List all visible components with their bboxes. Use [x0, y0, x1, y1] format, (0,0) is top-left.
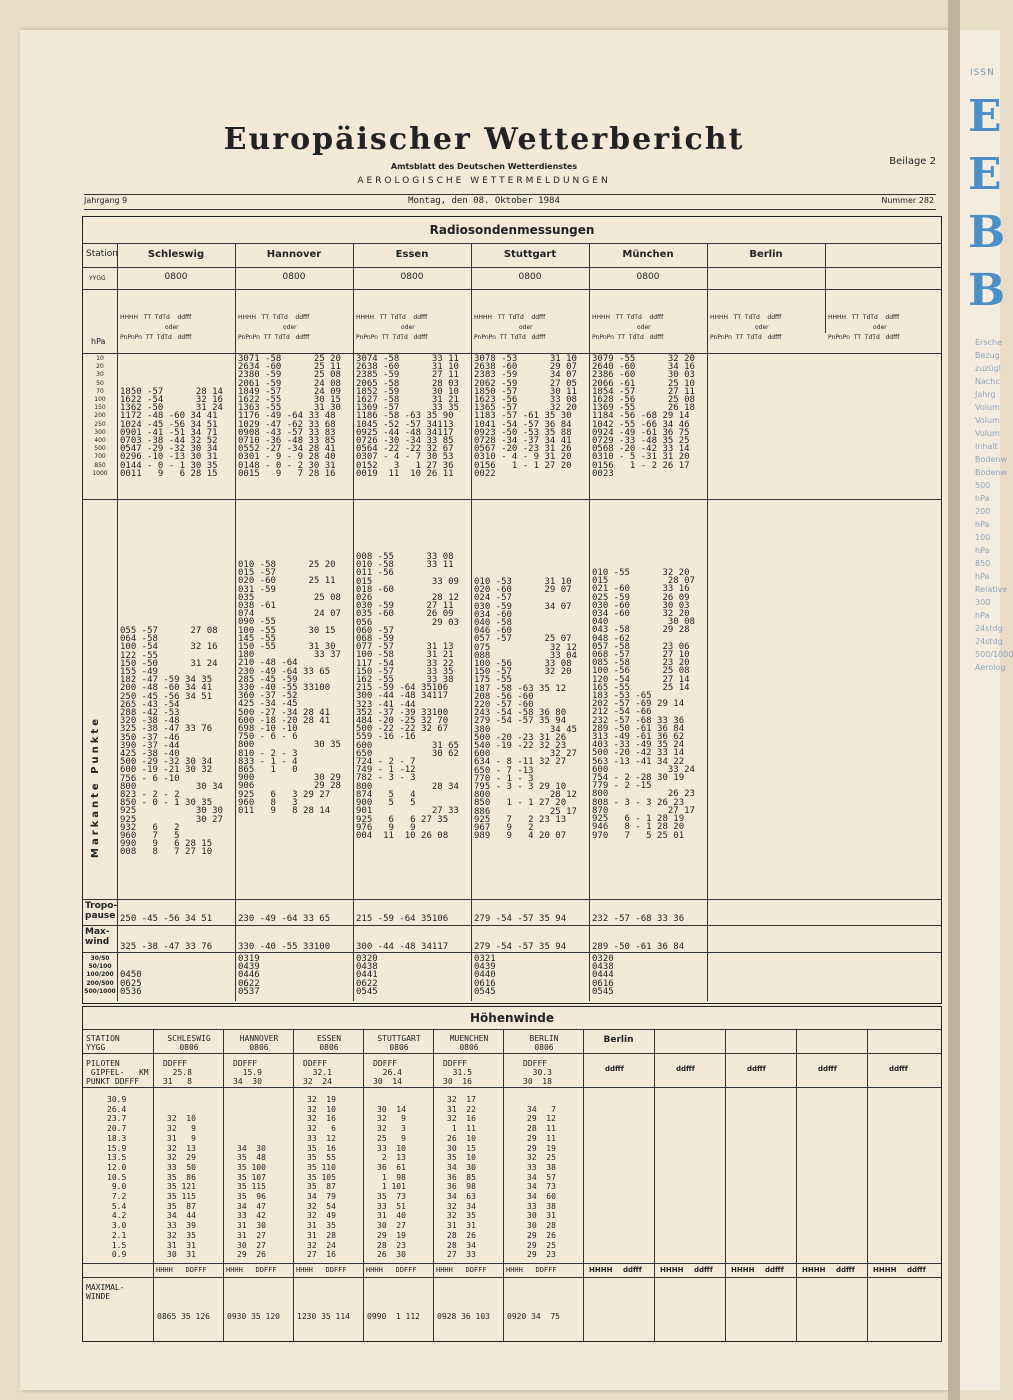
issue-date: Montag, den 08. Oktober 1984: [408, 196, 560, 206]
cover-text: Bodenw: [975, 468, 1007, 477]
pilot-stuttgart: DDFFF 26.4 30 14: [373, 1059, 402, 1086]
pilot-label: PILOTEN GIPFEL- KM PUNKT DDFFF: [86, 1059, 149, 1086]
time-muenchen: 0800: [636, 272, 660, 282]
time-stuttgart: 0800: [518, 272, 542, 282]
column-divider: [433, 1029, 434, 1341]
cover-letter: B: [968, 265, 1006, 316]
column-divider: [654, 1029, 655, 1341]
hhhh-ddfff-header: HHHH DDFFF: [156, 1266, 207, 1274]
wind-berlin-header: Berlin: [603, 1035, 634, 1045]
std-levels-hannover: 3071 -58 25 20 2634 -60 25 11 2380 -59 25 08 2061 -59 24 08 1849 -57 24 09 1622 -55 30 15 1363 -55 31 30 1176 -49 -64 33 48 1029 -47 -62 33 68 0908 -43 -57 33 83 0710 -36 -48 33 85 0552 -27 -34 28 41 0301 - 9 - 9 28 40 0148 - 0 - 2 30 31 0015 9 7 28 16: [238, 354, 341, 479]
cover-letter: B: [968, 207, 1006, 258]
winds-muenchen: 32 17 31 22 32 16 1 11 26 10 30 15 35 10 34 30 36 85 36 98 34 63 32 34 32 35 31 31 28 26 28 34 27 33: [447, 1095, 476, 1260]
hhhh-ddfff-header: HHHH DDFFF: [436, 1266, 487, 1274]
ddfff-header: ddfff: [765, 1266, 784, 1274]
cover-text: Volum: [975, 429, 1000, 438]
column-header: PnPnPn TT TdTd ddfff: [356, 334, 428, 341]
hhhh-ddfff-header: HHHH DDFFF: [296, 1266, 347, 1274]
maxw-muenchen: 0928 36 103: [437, 1312, 490, 1321]
station-berlin: Berlin: [749, 249, 783, 260]
tropopause-muenchen: 232 -57 -68 33 36: [592, 914, 685, 924]
ddfff-header: ddfff: [889, 1065, 908, 1073]
std-levels-stuttgart: 3078 -53 31 10 2638 -60 29 07 2383 -59 34 07 2062 -59 27 05 1850 -57 30 11 1623 -56 33 08 1365 -57 32 20 1183 -57 -61 35 30 1041 -54 -57 36 84 0923 -50 -53 35 88 0728 -34 -37 34 41 0567 -20 -23 31 26 0310 - 4 - 9 31 20 0156 1 - 1 27 20 0022: [474, 354, 577, 479]
column-divider: [471, 243, 472, 1001]
cover-text: Aerolog: [975, 663, 1006, 672]
pilot-muenchen: DDFFF 31.5 30 16: [443, 1059, 472, 1086]
station-header: STATION YYGG: [86, 1034, 120, 1052]
column-divider: [353, 243, 354, 1001]
ddfff-header: ddfff: [818, 1065, 837, 1073]
column-header: oder: [165, 324, 179, 331]
row-divider: [83, 952, 941, 953]
hhhh-ddfff-header: HHHH DDFFF: [506, 1266, 557, 1274]
cover-text: 850 hPa: [975, 559, 991, 581]
column-header: oder: [755, 324, 769, 331]
row-divider: [83, 899, 941, 900]
column-divider: [235, 243, 236, 1001]
maxwind-label: MAXIMAL- WINDE: [86, 1283, 125, 1301]
hhhh-header: HHHH: [731, 1266, 755, 1274]
station-essen: Essen: [395, 249, 429, 260]
column-divider: [503, 1029, 504, 1341]
hhhh-header: HHHH: [873, 1266, 897, 1274]
pilot-hannover: DDFFF 15.9 34 30: [233, 1059, 262, 1086]
row-divider: [83, 1087, 941, 1088]
cover-text: Nachc: [975, 377, 1000, 386]
maxwind-schleswig: 325 -38 -47 33 76: [120, 942, 213, 952]
column-header: HHHH TT TdTd ddfff: [592, 314, 664, 321]
cover-text: 200 hPa: [975, 507, 991, 529]
issue-number: Nummer 282: [881, 196, 934, 205]
column-divider: [725, 1029, 726, 1341]
station-hannover: Hannover: [266, 249, 322, 260]
hhhh-ddfff-header: HHHH DDFFF: [226, 1266, 277, 1274]
column-header: HHHH TT TdTd ddfff: [356, 314, 428, 321]
column-header: oder: [519, 324, 533, 331]
winds-schleswig: 32 10 32 9 31 9 32 13 32 29 33 50 35 86 35 121 35 115 35 87 34 44 33 39 32 35 31 31 30 31: [167, 1114, 196, 1260]
cover-text: Volum: [975, 416, 1000, 425]
maxwind-essen: 300 -44 -48 34117: [356, 942, 449, 952]
column-header: oder: [637, 324, 651, 331]
maxw-schleswig: 0865 35 126: [157, 1312, 210, 1321]
column-divider: [867, 1029, 868, 1341]
tropopause-hannover: 230 -49 -64 33 65: [238, 914, 331, 924]
station-stuttgart: Stuttgart: [503, 249, 557, 260]
wind-station-essen: ESSEN 0806: [316, 1034, 342, 1052]
tropopause-schleswig: 250 -45 -56 34 51: [120, 914, 213, 924]
pilot-schleswig: DDFFF 25.8 31 8: [163, 1059, 192, 1086]
ddfff-header: ddfff: [623, 1266, 642, 1274]
std-levels-essen: 3074 -58 33 11 2638 -60 31 10 2385 -59 27 11 2065 -58 28 03 1852 -59 30 10 1627 -58 31 21 1369 -57 33 35 1186 -58 -63 35 90 1045 -52 -57 34113 0925 -44 -48 34117 0726 -30 -34 33 85 0564 -22 -22 32 67 0307 - 4 - 7 30 53 0152 3 1 27 36 0019 11 10 26 11: [356, 354, 459, 479]
winds-essen: 32 19 32 10 32 16 32 6 33 12 35 16 35 55 35 110 35 105 35 87 34 79 32 54 32 49 31 35 31 28 32 24 27 16: [307, 1095, 336, 1260]
ddfff-header: ddfff: [907, 1266, 926, 1274]
column-header: PnPnPn TT TdTd ddfff: [828, 334, 900, 341]
thickness-muenchen: 0320 0438 0444 0616 0545: [592, 954, 614, 997]
winds-berlin: 34 7 29 12 28 11 29 11 29 19 32 25 33 38 34 57 34 73 34 60 33 38 30 31 30 28 29 26 29 25 29 23: [527, 1104, 556, 1260]
cover-text: Relative: [975, 585, 1008, 594]
column-header: PnPnPn TT TdTd ddfff: [474, 334, 546, 341]
column-header: oder: [873, 324, 887, 331]
pressure-levels: 10 20 30 50 70 100 150 200 250 300 400 500 700 850 1000: [92, 355, 108, 477]
column-divider: [153, 1029, 154, 1341]
column-header: HHHH TT TdTd ddfff: [120, 314, 192, 321]
maxwind-stuttgart: 279 -54 -57 35 94: [474, 942, 567, 952]
time-hannover: 0800: [282, 272, 306, 282]
page-title: Europäischer Wetterbericht: [223, 122, 745, 157]
row-divider: [83, 289, 941, 290]
divider: [84, 194, 936, 195]
cover-text: Ersche: [975, 338, 1002, 347]
sig-points-hannover: 010 -58 25 20 015 -57 020 -60 25 11 031 -59 035 25 08 038 -61 074 24 07 090 -55 100 -55 30 15 145 -55 150 -55 31 30 180 33 37 210 -48 -64 230 -49 -64 33 65 285 -45 -59 330 -40 -55 33100 360 -37 -52 425 -34 -45 500 -27 -34 28 41 600 -18 -20 28 41 698 -10 -10 750 - 6 - 6 800 30 35 810 - 2 - 3 833 - 1 - 4 865 1 0 900 30 29 906 29 28 925 6 3 29 27 960 8 3 011 9 8 28 14: [238, 560, 341, 817]
column-divider: [117, 243, 118, 1001]
time-essen: 0800: [400, 272, 424, 282]
wind-station-hannover: HANNOVER 0806: [239, 1034, 279, 1052]
row-divider: [83, 1277, 941, 1278]
maxwind-muenchen: 289 -50 -61 36 84: [592, 942, 685, 952]
column-divider: [796, 1029, 797, 1341]
pilot-berlin: DDFFF 30.3 30 18: [523, 1059, 552, 1086]
sig-points-essen: 008 -55 33 08 010 -58 33 11 011 -56 015 33 09 018 -60 026 28 12 030 -59 27 11 035 -60 26 09 056 29 03 060 -57 068 -59 077 -57 31 13 100 -58 31 21 117 -54 33 22 150 -57 33 35 162 -55 33 38 215 -59 -64 35106 300 -44 -48 34117 323 -41 -44 352 -37 -39 33100 484 -20 -25 32 70 500 -22 -22 32 67 559 -16 -16 600 31 65 650 30 62 724 - 2 - 7 749 - 1 -12 782 - 3 - 3 800 28 34 874 5 4 900 5 5 901 27 33 925 6 6 27 35 976 9 9 004 11 10 26 08: [356, 552, 459, 841]
maxw-essen: 1230 35 114: [297, 1312, 350, 1321]
maxwind-label: Max- wind: [85, 927, 110, 947]
cover-text: 500 hPa: [975, 481, 991, 503]
sig-points-schleswig: 055 -57 27 08 064 -58 100 -54 32 16 122 -55 150 -50 31 24 155 -49 182 -47 -59 34 35 200 -48 -60 34 41 250 -45 -56 34 51 265 -43 -54 288 -42 -53 320 -38 -48 325 -38 -47 33 76 350 -37 -46 390 -37 -44 425 -38 -40 500 -29 -32 30 34 600 -19 -21 30 32 756 - 6 -10 800 30 34 823 - 2 - 2 850 - 0 - 1 30 35 925 30 30 925 30 27 932 6 2 960 7 5 990 9 6 28 15 008 8 7 27 10: [120, 626, 223, 858]
column-header: oder: [401, 324, 415, 331]
markante-punkte-label: Markante Punkte: [90, 716, 101, 858]
station-muenchen: München: [622, 249, 674, 260]
hhhh-header: HHHH: [802, 1266, 826, 1274]
cover-letter: E: [968, 149, 1002, 200]
cover-letter: E: [968, 91, 1002, 142]
column-divider: [707, 243, 708, 1001]
upper-winds-table: [82, 1006, 942, 1342]
maxw-hannover: 0930 35 120: [227, 1312, 280, 1321]
wind-station-muenchen: MUENCHEN 0806: [449, 1034, 489, 1052]
cover-text: 24stdg: [975, 637, 1003, 646]
time-schleswig: 0800: [164, 272, 188, 282]
tropopause-essen: 215 -59 -64 35106: [356, 914, 449, 924]
upper-winds-title: Höhenwinde: [83, 1007, 941, 1030]
column-divider: [223, 1029, 224, 1341]
ddfff-header: ddfff: [676, 1065, 695, 1073]
issn-label: ISSN: [970, 68, 995, 78]
time-label: YYGG: [89, 275, 106, 282]
maxw-berlin: 0920 34 75: [507, 1312, 560, 1321]
column-header: PnPnPn TT TdTd ddfff: [710, 334, 782, 341]
hhhh-ddfff-header: HHHH DDFFF: [366, 1266, 417, 1274]
cover-text: Volum: [975, 403, 1000, 412]
column-divider: [293, 1029, 294, 1341]
radiosonde-table: [82, 216, 942, 1004]
next-page-edge: [960, 30, 1013, 1390]
hpa-label: hPa: [91, 337, 106, 346]
tropopause-stuttgart: 279 -54 -57 35 94: [474, 914, 567, 924]
binding-spine: [948, 0, 960, 1400]
cover-text: Jahrg: [975, 390, 996, 399]
station-schleswig: Schleswig: [147, 249, 205, 260]
winds-stuttgart: 30 14 32 9 32 3 25 9 33 10 2 13 36 61 1 98 1 101 35 73 33 51 31 40 30 27 29 19 28 23 26 30: [377, 1104, 406, 1260]
wind-station-stuttgart: STUTTGART 0806: [377, 1034, 421, 1052]
ddfff-header: ddfff: [747, 1065, 766, 1073]
column-header: oder: [283, 324, 297, 331]
hhhh-header: HHHH: [660, 1266, 684, 1274]
volume-label: Jahrgang 9: [84, 196, 128, 205]
column-divider: [583, 1029, 584, 1341]
row-divider: [83, 267, 941, 268]
column-divider: [363, 1029, 364, 1341]
sig-points-stuttgart: 010 -53 31 10 020 -60 29 07 024 -57 030 -59 34 07 034 -60 040 -58 046 -60 057 -57 25 07 075 32 12 088 33 04 100 -56 33 08 150 -57 32 20 175 -55 187 -58 -63 35 12 208 -56 -60 220 -57 -60 243 -54 -58 36 80 279 -54 -57 35 94 380 34 45 500 -20 -23 31 26 540 -19 -22 32 23 600 32 27 634 - 8 -11 32 27 650 - 7 -13 770 - 1 - 3 795 - 3 - 3 29 10 800 28 12 850 1 - 1 27 20 886 25 17 925 7 2 23 13 967 9 2 989 9 4 20 07: [474, 577, 577, 842]
thickness-essen: 0320 0438 0441 0622 0545: [356, 954, 378, 997]
cover-text: Inhalt: [975, 442, 998, 451]
cover-text: 100 hPa: [975, 533, 991, 555]
std-levels-muenchen: 3079 -55 32 20 2640 -60 34 16 2386 -60 30 03 2066 -61 25 10 1854 -57 27 11 1628 -56 25 08 1369 -55 26 18 1184 -56 -68 29 14 1042 -55 -66 34 46 0924 -49 -61 36 75 0729 -33 -48 35 25 0568 -20 -42 33 14 0310 - 5 -31 31 20 0156 1 - 2 26 17 0023: [592, 354, 695, 479]
cover-text: zuzügl: [975, 364, 1001, 373]
section-title: AEROLOGISCHE WETTERMELDUNGEN: [357, 176, 611, 186]
tropopause-label: Tropo- pause: [85, 901, 118, 921]
wind-heights: 30.9 26.4 23.7 20.7 18.3 15.9 13.5 12.0 10.5 9.0 7.2 5.4 4.2 3.0 2.1 1.5 0.9: [107, 1095, 127, 1260]
maxw-stuttgart: 0990 1 112: [367, 1312, 420, 1321]
column-header: HHHH TT TdTd ddfff: [474, 314, 546, 321]
thickness-stuttgart: 0321 0439 0440 0616 0545: [474, 954, 496, 997]
cover-text: 300 hPa: [975, 598, 991, 620]
maxwind-hannover: 330 -40 -55 33100: [238, 942, 331, 952]
row-divider: [83, 499, 941, 500]
ddfff-header: ddfff: [836, 1266, 855, 1274]
column-header: HHHH TT TdTd ddfff: [828, 314, 900, 321]
column-header: PnPnPn TT TdTd ddfff: [120, 334, 192, 341]
row-divider: [83, 1263, 941, 1264]
cover-text: Bezug: [975, 351, 1000, 360]
bulletin-page: [20, 30, 948, 1390]
column-header: PnPnPn TT TdTd ddfff: [592, 334, 664, 341]
column-header: HHHH TT TdTd ddfff: [238, 314, 310, 321]
pilot-essen: DDFFF 32.1 32 24: [303, 1059, 332, 1086]
column-header: HHHH TT TdTd ddfff: [710, 314, 782, 321]
supplement-label: Beilage 2: [889, 156, 936, 167]
row-divider: [83, 1053, 941, 1054]
thickness-hannover: 0319 0439 0446 0622 0537: [238, 954, 260, 997]
ddfff-header: ddfff: [605, 1065, 624, 1073]
cover-text: Bodenw: [975, 455, 1007, 464]
hhhh-header: HHHH: [589, 1266, 613, 1274]
column-header: PnPnPn TT TdTd ddfff: [238, 334, 310, 341]
std-levels-schleswig: 1850 -57 28 14 1622 -54 32 16 1362 -50 31 24 1172 -48 -60 34 41 1024 -45 -56 34 51 0901 -41 -51 34 71 0703 -38 -44 32 52 0547 -29 -32 30 34 0296 -10 -13 30 31 0144 - 0 - 1 30 35 0011 9 6 28 15: [120, 386, 223, 479]
radiosonde-title: Radiosondenmessungen: [83, 217, 941, 244]
cover-text: 500/1000: [975, 650, 1013, 659]
page-subtitle: Amtsblatt des Deutschen Wetterdienstes: [390, 162, 578, 171]
thickness-schleswig: 0450 0625 0536: [120, 970, 142, 997]
wind-station-schleswig: SCHLESWIG 0806: [167, 1034, 211, 1052]
column-divider: [825, 243, 826, 333]
column-divider: [589, 243, 590, 1001]
row-divider: [83, 925, 941, 926]
sig-points-muenchen: 010 -55 32 20 015 28 07 021 -60 33 16 025 -59 26 09 030 -60 30 03 034 -60 32 20 040 30 08 043 -58 29 28 048 -62 057 -58 23 06 068 -57 27 10 085 -58 23 20 100 -56 25 08 120 -54 27 14 165 -55 25 14 183 -53 -65 202 -57 -69 29 14 212 -54 -66 232 -57 -68 33 36 289 -50 -61 36 84 313 -49 -61 36 62 403 -33 -49 35 24 500 -20 -42 33 14 563 -13 -41 34 22 600 33 24 754 - 2 -28 30 19 779 - 2 -15 800 26 23 808 - 3 - 3 26 23 870 27 17 925 6 - 1 28 19 946 8 - 1 28 20 970 7 5 25 01: [592, 568, 695, 841]
wind-station-berlin: BERLIN 0806: [529, 1034, 559, 1052]
station-label: Station: [86, 249, 118, 259]
winds-hannover: 34 30 35 48 35 100 35 107 35 115 35 96 34 47 33 42 31 30 31 27 30 27 29 26: [237, 1143, 266, 1260]
divider: [84, 209, 936, 210]
thickness-labels: 30/50 50/100 100/200 200/500 500/1000: [84, 955, 116, 995]
cover-text: 24stdg: [975, 624, 1003, 633]
ddfff-header: ddfff: [694, 1266, 713, 1274]
